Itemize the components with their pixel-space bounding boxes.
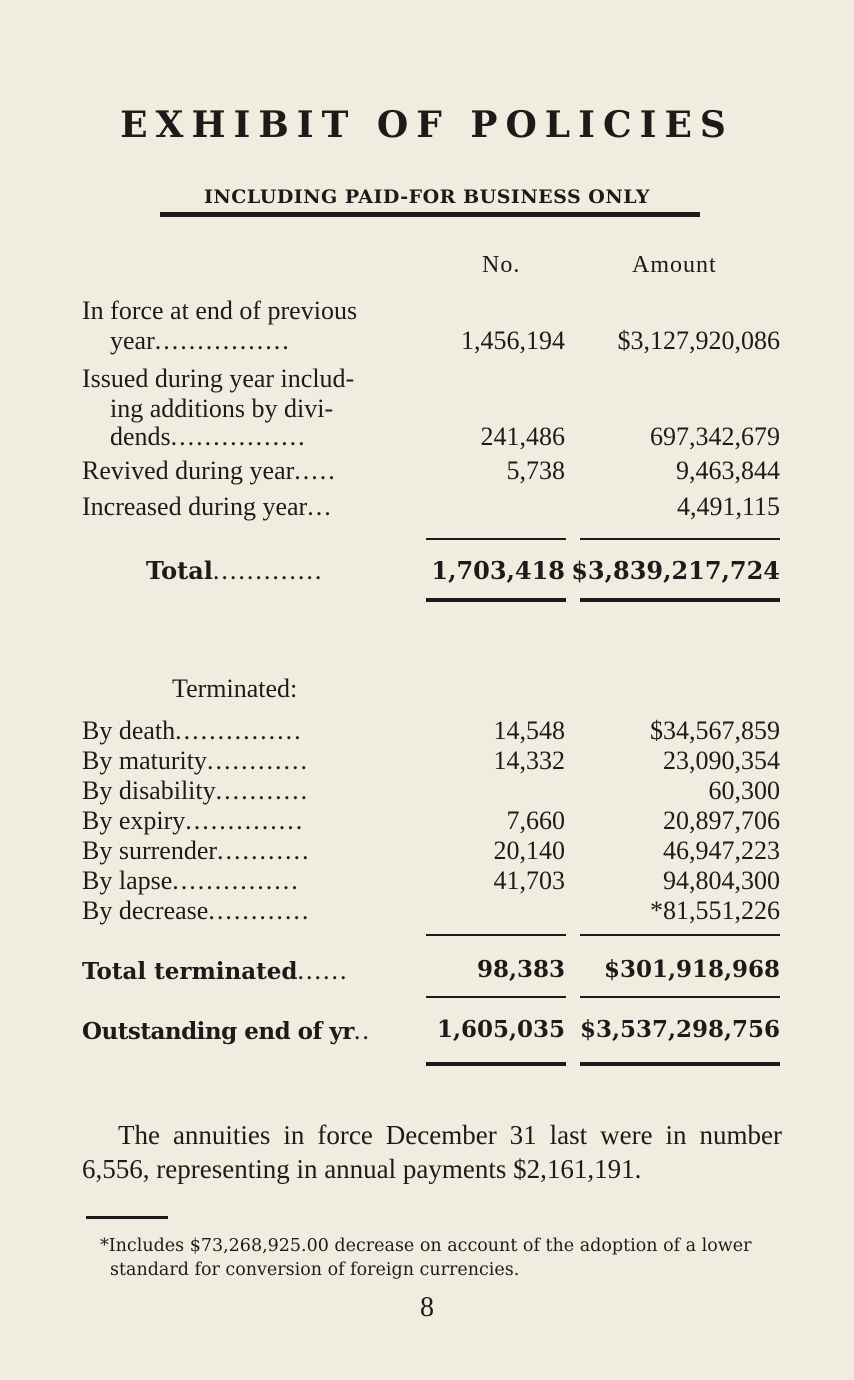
total-no: 1,703,418: [431, 556, 565, 585]
death-no: 14,548: [493, 716, 565, 745]
outstanding-label: [82, 1016, 371, 1046]
expiry-amount: 20,897,706: [663, 806, 780, 835]
column-header-amount: Amount: [632, 252, 717, 278]
issued-label-text: dends: [110, 422, 171, 451]
leader-dots: .....: [294, 456, 337, 485]
in-force-label-line1: In force at end of previous: [82, 296, 358, 325]
row-label: By expiry: [82, 806, 186, 835]
leader-dots: ......: [297, 956, 349, 985]
leader-dots: ................: [170, 422, 307, 451]
total-label: [146, 556, 323, 586]
issued-no: 241,486: [480, 422, 565, 451]
surrender-no: 20,140: [493, 836, 565, 865]
row-label: By surrender: [82, 836, 218, 865]
total-terminated-amount: $301,918,968: [603, 956, 780, 983]
terminated-row-expiry: [82, 806, 304, 836]
row-label: By decrease: [82, 896, 209, 925]
row-label: By death: [82, 716, 176, 745]
outstanding-rule-no: [426, 996, 566, 998]
row-label: By disability: [82, 776, 216, 805]
page-title: EXHIBIT OF POLICIES: [120, 104, 734, 146]
leader-dots: ...............: [175, 716, 303, 745]
terminated-rule-amount: [580, 934, 780, 936]
terminated-row-maturity: [82, 746, 309, 776]
revived-label: [82, 456, 337, 486]
maturity-no: 14,332: [493, 746, 565, 775]
terminated-row-death: [82, 716, 303, 746]
increased-label-text: Increased during year: [82, 492, 308, 521]
footnote: *Includes $73,268,925.00 decrease on account of the adoption of a lower standard for conversion of foreign currencies.: [100, 1236, 752, 1280]
issued-amount: 697,342,679: [650, 422, 780, 451]
lapse-no: 41,703: [493, 866, 565, 895]
surrender-amount: 46,947,223: [663, 836, 780, 865]
disability-amount: 60,300: [708, 776, 780, 805]
revived-label-text: Revived during year: [82, 456, 295, 485]
outstanding-amount: $3,537,298,756: [579, 1016, 780, 1043]
terminated-row-disability: [82, 776, 309, 806]
total-label-text: Total: [146, 556, 213, 585]
leader-dots: ...............: [172, 866, 300, 895]
increased-label: [82, 492, 333, 522]
row-label: By lapse: [82, 866, 173, 895]
leader-dots: ............: [208, 896, 311, 925]
leader-dots: ...: [307, 492, 333, 521]
footnote-rule: [86, 1216, 168, 1219]
outstanding-no: 1,605,035: [436, 1016, 565, 1043]
total-terminated-label-text: Total terminated: [82, 958, 298, 985]
page-subtitle: INCLUDING PAID-FOR BUSINESS ONLY: [204, 186, 650, 208]
terminated-row-surrender: [82, 836, 311, 866]
in-force-amount: $3,127,920,086: [617, 326, 780, 355]
row-label: By maturity: [82, 746, 207, 775]
total-terminated-no: 98,383: [476, 956, 565, 983]
leader-dots: ...........: [215, 776, 310, 805]
outstanding-double-rule-no: [426, 1062, 566, 1066]
annuities-paragraph: The annuities in force December 31 last were in number 6,556, representing in annual payments $2,161,191.: [82, 1120, 782, 1184]
revived-amount: 9,463,844: [676, 456, 780, 485]
total-amount: $3,839,217,724: [571, 556, 780, 585]
in-force-no: 1,456,194: [461, 326, 565, 355]
outstanding-rule-amount: [580, 996, 780, 998]
leader-dots: ............: [206, 746, 309, 775]
terminated-row-lapse: [82, 866, 300, 896]
in-force-label-text: year: [110, 326, 155, 355]
issued-label-line1: Issued during year includ-: [82, 364, 355, 393]
outstanding-label-text: Outstanding end of yr: [82, 1018, 354, 1045]
terminated-heading: Terminated:: [172, 674, 298, 703]
increased-amount: 4,491,115: [676, 492, 780, 521]
total-terminated-label: [82, 956, 349, 986]
outstanding-double-rule-amount: [580, 1062, 780, 1066]
issued-label-line3: [110, 422, 307, 452]
total-double-rule-amount: [580, 598, 780, 602]
decrease-amount: *81,551,226: [650, 896, 780, 925]
total-rule-no: [426, 538, 566, 540]
lapse-amount: 94,804,300: [663, 866, 780, 895]
leader-dots: .............: [212, 556, 324, 585]
leader-dots: ...........: [217, 836, 311, 865]
column-header-no: No.: [482, 252, 521, 278]
terminated-row-decrease: [82, 896, 310, 926]
subtitle-underline: [160, 212, 700, 217]
issued-label-line2: ing additions by divi-: [110, 394, 334, 423]
total-double-rule-no: [426, 598, 566, 602]
revived-no: 5,738: [506, 456, 565, 485]
maturity-amount: 23,090,354: [663, 746, 780, 775]
leader-dots: ................: [154, 326, 291, 355]
total-rule-amount: [580, 538, 780, 540]
in-force-label-line2: [110, 326, 291, 356]
leader-dots: ..: [353, 1016, 371, 1045]
leader-dots: ..............: [185, 806, 305, 835]
death-amount: $34,567,859: [650, 716, 780, 745]
page-number: 8: [420, 1292, 434, 1323]
expiry-no: 7,660: [506, 806, 565, 835]
terminated-rule-no: [426, 934, 566, 936]
